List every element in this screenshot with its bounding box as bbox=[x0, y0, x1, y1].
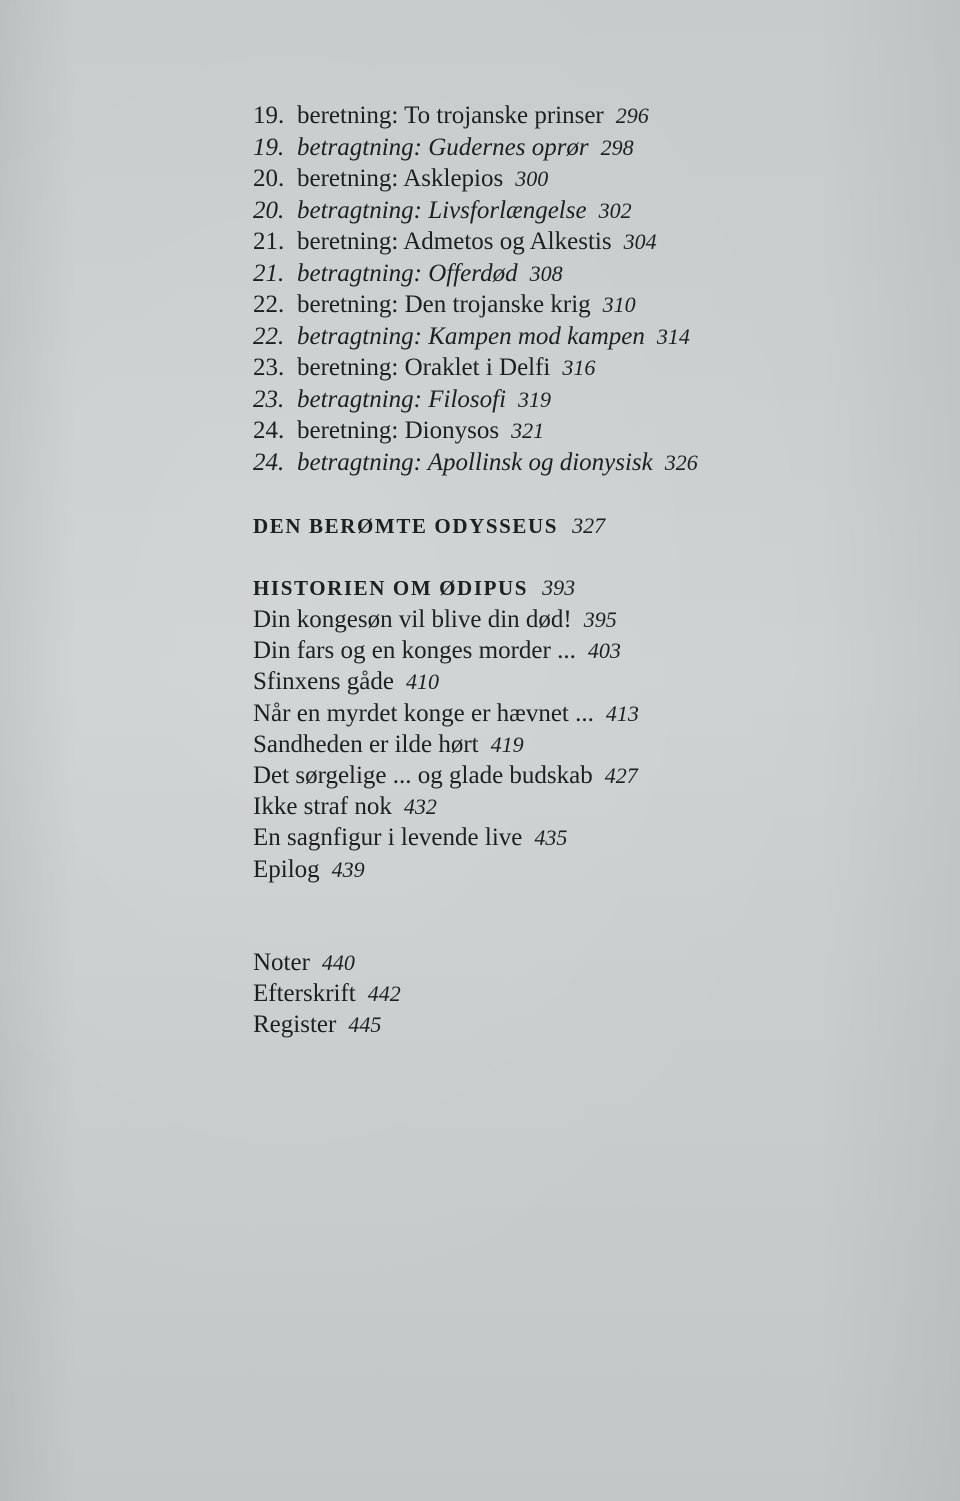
entry-number: 23. bbox=[253, 385, 285, 413]
toc-entry bbox=[253, 352, 873, 384]
toc-entry bbox=[253, 791, 873, 822]
toc-entry bbox=[253, 100, 873, 132]
section-page: 327 bbox=[572, 513, 606, 538]
entry-number: 19. bbox=[253, 102, 285, 129]
entry-title: Det sørgelige ... og glade budskab bbox=[253, 762, 593, 790]
toc-entry bbox=[253, 415, 873, 447]
entry-title: Når en myrdet konge er hævnet ... bbox=[253, 699, 594, 727]
toc-entry bbox=[253, 195, 873, 227]
entry-page: 445 bbox=[348, 1012, 382, 1038]
entry-title: beretning: Asklepios bbox=[297, 165, 504, 192]
entry-title: beretning: Admetos og Alkestis bbox=[297, 228, 612, 255]
entry-number: 22. bbox=[253, 322, 285, 350]
entry-number: 24. bbox=[253, 448, 285, 476]
entry-page: 427 bbox=[604, 763, 638, 789]
entry-title: beretning: Oraklet i Delfi bbox=[297, 354, 551, 381]
entry-number: 20. bbox=[253, 196, 285, 224]
toc-entry bbox=[253, 226, 873, 258]
entry-page: 413 bbox=[605, 700, 639, 726]
toc-entry bbox=[253, 258, 873, 290]
toc-entry bbox=[253, 163, 873, 195]
entry-title: betragtning: Apollinsk og dionysisk bbox=[297, 448, 653, 476]
entry-title: Ikke straf nok bbox=[253, 793, 392, 821]
entry-title: Sfinxens gåde bbox=[253, 668, 394, 696]
entry-number: 23. bbox=[253, 354, 285, 381]
entry-page: 435 bbox=[534, 825, 568, 851]
entry-page: 319 bbox=[518, 386, 552, 412]
entry-page: 321 bbox=[511, 418, 545, 443]
entry-title: betragtning: Offerdød bbox=[297, 259, 518, 287]
table-of-contents bbox=[253, 100, 873, 1040]
toc-entry bbox=[253, 604, 873, 635]
entry-title: Din fars og en konges morder ... bbox=[253, 637, 576, 665]
entry-number: 19. bbox=[253, 133, 285, 161]
entry-title: beretning: Den trojanske krig bbox=[297, 291, 591, 318]
entry-page: 326 bbox=[664, 449, 698, 475]
entry-page: 419 bbox=[490, 731, 524, 757]
toc-entry bbox=[253, 978, 873, 1009]
toc-entry bbox=[253, 447, 873, 479]
entry-title: beretning: To trojanske prinser bbox=[297, 102, 604, 129]
entry-number: 21. bbox=[253, 228, 285, 255]
toc-entry bbox=[253, 384, 873, 416]
entry-page: 296 bbox=[615, 103, 649, 128]
entry-page: 310 bbox=[602, 292, 636, 317]
toc-entry bbox=[253, 760, 873, 791]
entry-title: Din kongesøn vil blive din død! bbox=[253, 606, 572, 633]
toc-entry bbox=[253, 321, 873, 353]
entry-number: 20. bbox=[253, 165, 285, 192]
toc-entry bbox=[253, 729, 873, 760]
toc-entry bbox=[253, 635, 873, 666]
entry-title: Epilog bbox=[253, 855, 320, 883]
entry-title: En sagnfigur i levende live bbox=[253, 824, 523, 852]
entry-page: 439 bbox=[331, 856, 365, 882]
entry-page: 403 bbox=[587, 638, 621, 664]
entry-page: 298 bbox=[600, 134, 634, 160]
toc-entry bbox=[253, 132, 873, 164]
entry-page: 302 bbox=[598, 197, 632, 223]
section-title: HISTORIEN OM ØDIPUS bbox=[253, 576, 529, 600]
entry-title: betragtning: Livsforlængelse bbox=[297, 196, 587, 224]
entry-number: 24. bbox=[253, 417, 285, 444]
entry-page: 304 bbox=[623, 229, 657, 254]
entry-page: 314 bbox=[656, 323, 690, 349]
entry-title: betragtning: Kampen mod kampen bbox=[297, 322, 645, 350]
entry-page: 440 bbox=[321, 949, 355, 975]
entry-title: Efterskrift bbox=[253, 980, 356, 1008]
entry-page: 410 bbox=[405, 669, 439, 695]
entry-page: 442 bbox=[367, 981, 401, 1007]
toc-entry bbox=[253, 698, 873, 729]
section-heading-odysseus bbox=[253, 510, 873, 542]
entry-number: 22. bbox=[253, 291, 285, 318]
entry-title: betragtning: Gudernes oprør bbox=[297, 133, 589, 161]
entry-title: Register bbox=[253, 1011, 337, 1039]
section-title: DEN BERØMTE ODYSSEUS bbox=[253, 514, 559, 538]
entry-page: 432 bbox=[403, 794, 437, 820]
entry-title: betragtning: Filosofi bbox=[297, 385, 507, 413]
toc-entry bbox=[253, 854, 873, 885]
section-page: 393 bbox=[542, 575, 576, 600]
toc-entry bbox=[253, 822, 873, 853]
toc-entry bbox=[253, 1009, 873, 1040]
entry-page: 300 bbox=[515, 166, 549, 191]
entry-page: 308 bbox=[529, 260, 563, 286]
entry-page: 316 bbox=[562, 355, 596, 380]
entry-title: beretning: Dionysos bbox=[297, 417, 500, 444]
section-heading-oedipus bbox=[253, 572, 873, 604]
entry-title: Noter bbox=[253, 948, 310, 976]
entry-page: 395 bbox=[583, 607, 617, 632]
entry-number: 21. bbox=[253, 259, 285, 287]
toc-entry bbox=[253, 947, 873, 978]
toc-entry bbox=[253, 289, 873, 321]
entry-title: Sandheden er ilde hørt bbox=[253, 730, 479, 758]
toc-entry bbox=[253, 666, 873, 697]
